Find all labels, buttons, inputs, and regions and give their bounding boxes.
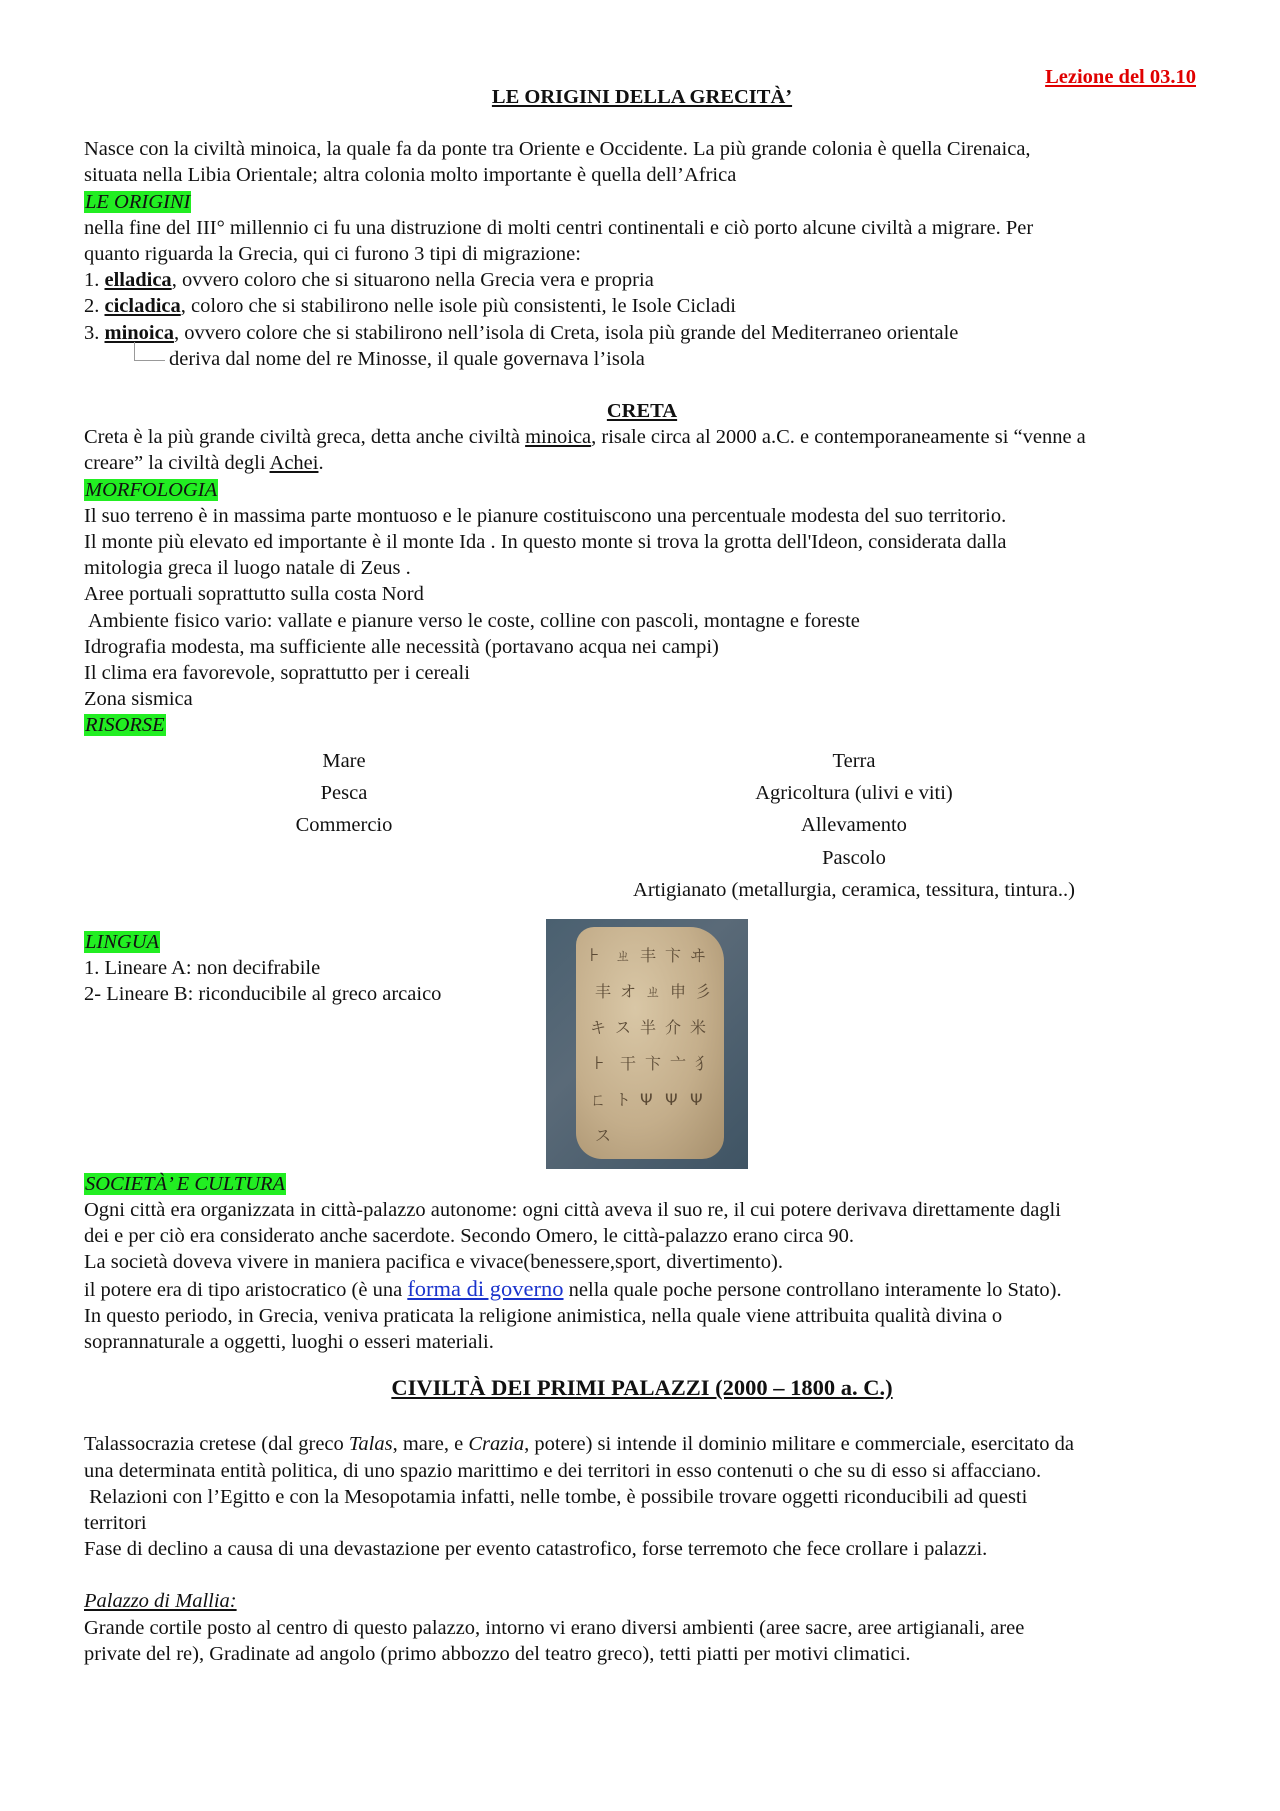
mallia-line: private del re), Gradinate ad angolo (primo abbozzo del teatro greco), tetti piatti per motivi climatici. — [84, 1642, 911, 1665]
societa-line: il potere era di tipo aristocratico (è una forma di governo nella quale poche persone controllano interamente lo Stato). — [84, 1275, 1062, 1301]
tablet-glyph: 亠 — [670, 1053, 687, 1073]
risorse-terra-column — [604, 745, 1104, 907]
morfologia-line: mitologia greca il luogo natale di Zeus . — [84, 557, 411, 580]
tablet-glyph: ト — [615, 1089, 632, 1109]
heading-risorse: RISORSE — [85, 714, 165, 737]
tablet-glyph: ス — [615, 1017, 632, 1037]
tablet-glyph: ㄓ — [645, 981, 662, 1001]
connector-arrow-icon — [134, 342, 165, 361]
link-minoica[interactable]: minoica — [525, 426, 592, 449]
tablet-glyph: 丰 — [640, 945, 657, 965]
tablet-glyph: 卞 — [665, 945, 682, 965]
minosse-note: deriva dal nome del re Minosse, il quale governava l’isola — [84, 346, 1200, 372]
risorse-mare-item: Commercio — [295, 814, 393, 837]
heading-morfologia: MORFOLOGIA — [85, 478, 218, 501]
tablet-glyph: 申 — [670, 981, 687, 1001]
tablet-glyph: Ψ — [690, 1089, 703, 1109]
risorse-terra-item: Pascolo — [822, 846, 886, 869]
origini-line-2: quanto riguarda la Grecia, qui ci furono 3 tipi di migrazione: — [84, 243, 581, 266]
link-forma-di-governo[interactable]: forma di governo — [407, 1275, 564, 1301]
societa-line: In questo periodo, in Grecia, veniva praticata la religione animistica, nella quale viene attribuita qualità divina o — [84, 1304, 1003, 1327]
societa-line: dei e per ciò era considerato anche sacerdote. Secondo Omero, le città-palazzo erano circa 90. — [84, 1225, 855, 1248]
palazzi-line: Fase di declino a causa di una devastazione per evento catastrofico, forse terremoto che fece crollare i palazzi. — [84, 1538, 988, 1561]
morfologia-line: Ambiente fisico vario: vallate e pianure verso le coste, colline con pascoli, montagne e foreste — [84, 609, 860, 632]
tablet-glyph: 𐘀 — [595, 1053, 604, 1073]
tablet-glyph: 干 — [620, 1053, 637, 1073]
tablet-glyph: オ — [620, 981, 637, 1001]
migration-term: elladica — [104, 269, 172, 292]
societa-line: soprannaturale a oggetti, luoghi o esseri materiali. — [84, 1330, 494, 1353]
risorse-mare-column — [84, 745, 604, 907]
risorse-mare-item: Mare — [322, 749, 366, 772]
tablet-glyph: ヰ — [690, 945, 707, 965]
tablet-glyph: 丰 — [595, 981, 612, 1001]
tablet-glyph: 彡 — [695, 981, 712, 1001]
migration-item-3: 3. minoica, ovvero colore che si stabilirono nell’isola di Creta, isola più grande del Mediterraneo orientale — [84, 321, 959, 344]
tablet-glyph: 半 — [640, 1017, 657, 1037]
morfologia-line: Aree portuali soprattutto sulla costa Nord — [84, 583, 424, 606]
societa-line: La società doveva vivere in maniera pacifica e vivace(benessere,sport, divertimento). — [84, 1251, 783, 1274]
tablet-glyph: ㄓ — [615, 945, 632, 965]
morfologia-line: Il suo terreno è in massima parte montuoso e le pianure costituiscono una percentuale modesta del suo territorio. — [84, 504, 1007, 527]
risorse-table — [84, 745, 1200, 907]
intro-line-2: situata nella Libia Orientale; altra colonia molto importante è quella dell’Africa — [84, 164, 737, 187]
morfologia-line: Zona sismica — [84, 688, 193, 711]
morfologia-line: Idrografia modesta, ma sufficiente alle necessità (portavano acqua nei campi) — [84, 635, 719, 658]
morfologia-line: Il clima era favorevole, soprattutto per i cereali — [84, 662, 470, 685]
palazzi-line: una determinata entità politica, di uno spazio marittimo e dei territori in esso contenuti o che su di esso si affacciano. — [84, 1459, 1042, 1482]
tablet-glyph: 介 — [665, 1017, 682, 1037]
lingua-item-2: 2- Lineare B: riconducibile al greco arcaico — [84, 983, 442, 1006]
palazzi-line: Talassocrazia cretese (dal greco Talas, mare, e Crazia, potere) si intende il dominio militare e commerciale, esercitato da — [84, 1433, 1075, 1456]
heading-lingua: LINGUA — [85, 930, 160, 953]
tablet-glyph: 犭 — [695, 1053, 712, 1073]
section-title-palazzi: CIVILTÀ DEI PRIMI PALAZZI (2000 – 1800 a. C.) — [391, 1375, 893, 1401]
origini-line-1: nella fine del III° millennio ci fu una distruzione di molti centri continentali e ciò porto alcune civiltà a migrare. Per — [84, 216, 1034, 239]
tablet-glyph: 米 — [690, 1017, 707, 1037]
tablet-glyph: キ — [590, 1017, 607, 1037]
tablet-glyph: 𐘀 — [590, 945, 599, 965]
lesson-date: Lezione del 03.10 — [1045, 66, 1196, 88]
lingua-item-1: 1. Lineare A: non decifrabile — [84, 956, 321, 979]
risorse-terra-item: Agricoltura (ulivi e viti) — [755, 782, 953, 805]
tablet-glyph: Ψ — [665, 1089, 678, 1109]
intro-line-1: Nasce con la civiltà minoica, la quale fa da ponte tra Oriente e Occidente. La più grande colonia è quella Cirenaica, — [84, 138, 1031, 161]
creta-line-2: creare” la civiltà degli Achei. — [84, 452, 324, 475]
tablet-glyph: ス — [595, 1125, 612, 1145]
migration-term: cicladica — [104, 295, 181, 318]
societa-line: Ogni città era organizzata in città-palazzo autonome: ogni città aveva il suo re, il cui potere derivava direttamente dagli — [84, 1198, 1061, 1221]
heading-origini: LE ORIGINI — [85, 190, 191, 213]
heading-societa: SOCIETÀ’ E CULTURA — [85, 1172, 286, 1195]
tablet-glyph: ㄈ — [590, 1089, 607, 1109]
page-title: LE ORIGINI DELLA GRECITÀ’ — [491, 86, 793, 108]
migration-term: minoica — [104, 321, 174, 344]
clay-tablet — [576, 927, 724, 1159]
tablet-glyph: 卞 — [645, 1053, 662, 1073]
palazzi-line: Relazioni con l’Egitto e con la Mesopotamia infatti, nelle tombe, è possibile trovare oggetti riconducibili ad questi — [84, 1485, 1028, 1508]
risorse-mare-item: Pesca — [320, 782, 368, 805]
heading-mallia: Palazzo di Mallia: — [84, 1590, 237, 1613]
mallia-line: Grande cortile posto al centro di questo palazzo, intorno vi erano diversi ambienti (aree sacre, aree artigianali, aree — [84, 1616, 1025, 1639]
linear-b-tablet-image — [546, 919, 748, 1169]
risorse-terra-item: Terra — [832, 749, 876, 772]
migration-item-2: 2. cicladica, coloro che si stabilirono nelle isole più consistenti, le Isole Cicladi — [84, 295, 736, 318]
link-achei[interactable]: Achei — [269, 452, 319, 475]
palazzi-line: territori — [84, 1511, 147, 1534]
document-page — [84, 62, 1200, 1667]
lingua-section — [84, 919, 1200, 1171]
risorse-terra-item: Allevamento — [801, 814, 907, 837]
section-title-creta: CRETA — [606, 400, 678, 423]
migration-item-1: 1. elladica, ovvero coloro che si situarono nella Grecia vera e propria — [84, 269, 654, 292]
tablet-glyph: Ψ — [640, 1089, 653, 1109]
creta-line-1: Creta è la più grande civiltà greca, detta anche civiltà minoica, risale circa al 2000 a.C. e contemporaneamente si “venne a — [84, 426, 1086, 449]
risorse-terra-item: Artigianato (metallurgia, ceramica, tessitura, tintura..) — [633, 879, 1075, 902]
morfologia-line: Il monte più elevato ed importante è il monte Ida . In questo monte si trova la grotta dell'Ideon, considerata dalla — [84, 531, 1007, 554]
